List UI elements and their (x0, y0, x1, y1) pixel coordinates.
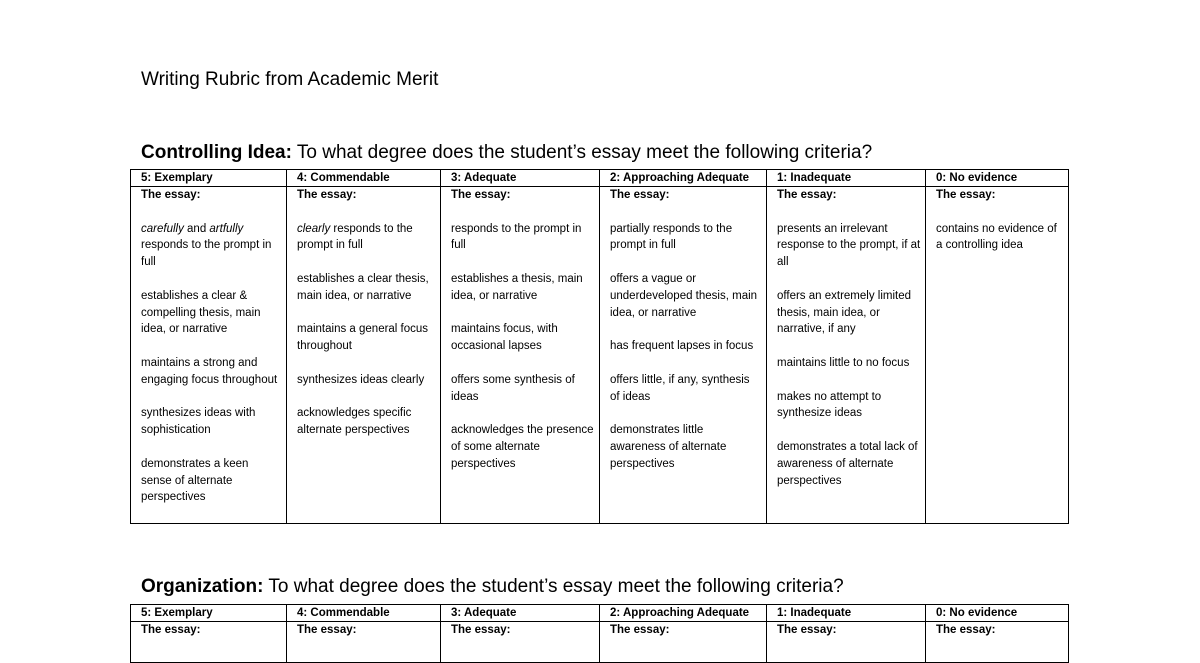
criterion: maintains a general focus throughout (297, 323, 429, 353)
level-header-2: 2: Approaching Adequate (600, 170, 767, 187)
level-header-4: 4: Commendable (287, 605, 441, 622)
essay-label: The essay: (610, 624, 670, 636)
criterion: maintains focus, with occasional lapses (451, 323, 558, 353)
level-header-1: 1: Inadequate (767, 605, 926, 622)
essay-label: The essay: (610, 189, 670, 201)
criterion: synthesizes ideas clearly (297, 373, 425, 386)
criteria-cell-exemplary (131, 187, 287, 524)
level-header-3: 3: Adequate (441, 170, 600, 187)
level-header-0: 0: No evidence (926, 170, 1069, 187)
rubric-header-row (131, 605, 1069, 622)
criterion: demonstrates little awareness of alternate perspectives (610, 424, 727, 470)
section-heading-question: To what degree does the student’s essay meet the following criteria? (291, 142, 873, 163)
section-heading-question: To what degree does the student’s essay meet the following criteria? (263, 576, 844, 597)
criterion: establishes a thesis, main idea, or narrative (451, 272, 583, 302)
criterion: carefully and artfully responds to the prompt in full (141, 222, 272, 269)
criterion: synthesizes ideas with sophistication (141, 407, 256, 437)
criteria-cell-approaching-adequate (600, 187, 767, 524)
level-header-2: 2: Approaching Adequate (600, 605, 767, 622)
criterion: demonstrates a total lack of awareness of alternate perspectives (777, 440, 918, 487)
criterion: partially responds to the prompt in full (610, 222, 733, 252)
criteria-cell-inadequate (767, 187, 926, 524)
criterion: contains no evidence of a controlling idea (936, 222, 1057, 252)
criterion: maintains a strong and engaging focus throughout (141, 356, 278, 386)
criteria-cell-approaching-adequate (600, 622, 767, 663)
criterion: offers a vague or underdeveloped thesis, main idea, or narrative (610, 272, 758, 319)
rubric-criteria-row (131, 187, 1069, 524)
document-title: Writing Rubric from Academic Merit (141, 69, 439, 90)
essay-label: The essay: (451, 189, 511, 201)
essay-label: The essay: (141, 624, 201, 636)
criteria-cell-no-evidence (926, 622, 1069, 663)
criterion: clearly responds to the prompt in full (297, 222, 413, 252)
rubric-header-row (131, 170, 1069, 187)
section-heading-controlling-idea (141, 141, 872, 165)
essay-label: The essay: (936, 189, 996, 201)
rubric-table-organization (130, 604, 1069, 663)
criteria-cell-commendable (287, 622, 441, 663)
criteria-cell-commendable (287, 187, 441, 524)
criterion: acknowledges the presence of some alternate perspectives (451, 424, 594, 470)
criterion: offers an extremely limited thesis, main idea, or narrative, if any (777, 289, 912, 336)
rubric-table-controlling-idea (130, 169, 1069, 524)
section-heading-bold: Organization: (141, 576, 264, 597)
criterion: offers some synthesis of ideas (451, 373, 575, 403)
level-header-0: 0: No evidence (926, 605, 1069, 622)
essay-label: The essay: (141, 189, 201, 201)
essay-label: The essay: (297, 189, 357, 201)
criterion: offers little, if any, synthesis of ideas (610, 373, 750, 403)
essay-label: The essay: (777, 189, 837, 201)
level-header-4: 4: Commendable (287, 170, 441, 187)
essay-label: The essay: (451, 624, 511, 636)
level-header-5: 5: Exemplary (131, 605, 287, 622)
criteria-cell-exemplary (131, 622, 287, 663)
level-header-5: 5: Exemplary (131, 170, 287, 187)
criterion: makes no attempt to synthesize ideas (777, 390, 882, 420)
criteria-cell-adequate (441, 187, 600, 524)
level-header-1: 1: Inadequate (767, 170, 926, 187)
level-header-3: 3: Adequate (441, 605, 600, 622)
criterion: acknowledges specific alternate perspectives (297, 407, 412, 437)
essay-label: The essay: (297, 624, 357, 636)
criterion: responds to the prompt in full (451, 222, 582, 252)
criterion: demonstrates a keen sense of alternate perspectives (141, 457, 249, 504)
essay-label: The essay: (936, 624, 996, 636)
criterion: maintains little to no focus (777, 356, 910, 369)
criterion: establishes a clear & compelling thesis, main idea, or narrative (141, 289, 261, 336)
criterion: establishes a clear thesis, main idea, or narrative (297, 272, 429, 302)
criterion: presents an irrelevant response to the prompt, if at all (777, 222, 921, 269)
criteria-cell-no-evidence (926, 187, 1069, 524)
criteria-cell-inadequate (767, 622, 926, 663)
section-heading-organization (141, 575, 844, 599)
rubric-criteria-row (131, 622, 1069, 663)
criterion: has frequent lapses in focus (610, 340, 754, 353)
essay-label: The essay: (777, 624, 837, 636)
criteria-cell-adequate (441, 622, 600, 663)
section-heading-bold: Controlling Idea: (141, 142, 292, 163)
